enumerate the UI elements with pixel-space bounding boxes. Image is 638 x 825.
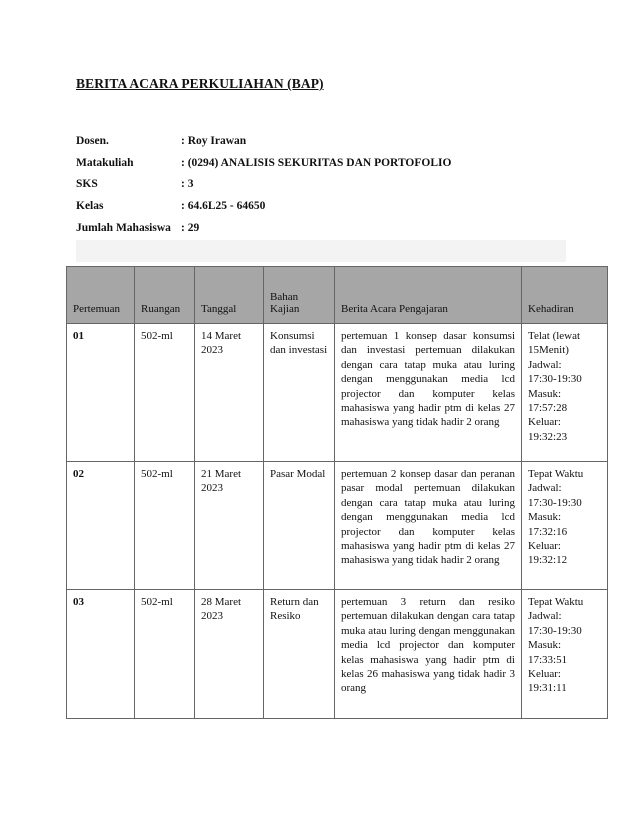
- kehadiran-masuk-label: Masuk:: [528, 639, 561, 652]
- info-row-sks: [76, 178, 451, 200]
- header-bahan-line2: Kajian: [270, 303, 300, 315]
- kehadiran-keluar-label: Keluar:: [528, 540, 561, 553]
- info-label: Kelas: [76, 200, 104, 213]
- info-label: Jumlah Mahasiswa: [76, 221, 171, 234]
- kehadiran-jadwal-label: Jadwal:: [528, 610, 562, 623]
- kehadiran-status: Telat (lewat 15Menit): [528, 330, 581, 357]
- cell-pertemuan: 03: [67, 590, 135, 719]
- table-row: [67, 462, 608, 590]
- info-value: : 3: [181, 178, 194, 191]
- cell-kehadiran: [522, 590, 608, 719]
- info-value: : Roy Irawan: [181, 135, 247, 147]
- table-row: [67, 324, 608, 462]
- kehadiran-status: Tepat Waktu: [528, 468, 584, 480]
- cell-kehadiran: [522, 324, 608, 462]
- kehadiran-jadwal: 17:30-19:30: [528, 624, 582, 637]
- cell-bahan: Return dan Resiko: [264, 590, 335, 719]
- cell-tanggal: 14 Maret 2023: [195, 324, 264, 462]
- kehadiran-keluar: 19:32:23: [528, 430, 568, 443]
- kehadiran-jadwal: 17:30-19:30: [528, 496, 582, 509]
- cell-ruangan: 502-ml: [135, 324, 195, 462]
- kehadiran-masuk-label: Masuk:: [528, 387, 561, 400]
- cell-berita: pertemuan 1 konsep dasar konsumsi dan investasi pertemuan dilakukan dengan cara tatap muka atau luring dengan menggunakan media lcd projector dan komputer kelas mahasiswa yang hadir ptm di kelas 27 mahasiswa yang tidak hadir 2 orang: [335, 324, 522, 462]
- shaded-band: [76, 240, 566, 262]
- kehadiran-keluar: 19:31:11: [528, 682, 567, 695]
- cell-ruangan: 502-ml: [135, 462, 195, 590]
- cell-berita: pertemuan 2 konsep dasar dan peranan pasar modal pertemuan dilakukan dengan cara tatap muka atau luring dengan menggunakan media lcd projector dan komputer kelas mahasiswa yang hadir ptm di kelas 27 mahasiswa yang tidak hadir 2 orang: [335, 462, 522, 590]
- document-title: BERITA ACARA PERKULIAHAN (BAP): [76, 76, 324, 91]
- bap-table: [66, 266, 608, 719]
- info-row-kelas: [76, 200, 451, 222]
- kehadiran-masuk: 17:57:28: [528, 402, 568, 415]
- cell-pertemuan: 01: [67, 324, 135, 462]
- kehadiran-masuk-label: Masuk:: [528, 511, 561, 524]
- header-pertemuan: Pertemuan: [67, 267, 135, 324]
- cell-ruangan: 502-ml: [135, 590, 195, 719]
- info-label: Matakuliah: [76, 156, 134, 169]
- cell-pertemuan: 02: [67, 462, 135, 590]
- info-label: Dosen.: [76, 135, 109, 147]
- info-value: : 29: [181, 221, 200, 234]
- table-header-row: [67, 267, 608, 324]
- cell-kehadiran: [522, 462, 608, 590]
- header-tanggal: Tanggal: [195, 267, 264, 324]
- info-value: : (0294) ANALISIS SEKURITAS DAN PORTOFOLIO: [181, 156, 452, 169]
- cell-tanggal: 21 Maret 2023: [195, 462, 264, 590]
- kehadiran-jadwal-label: Jadwal:: [528, 358, 562, 371]
- info-row-dosen: [76, 135, 451, 157]
- kehadiran-keluar-label: Keluar:: [528, 668, 561, 681]
- cell-bahan: Konsumsi dan investasi: [264, 324, 335, 462]
- kehadiran-jadwal-label: Jadwal:: [528, 482, 562, 495]
- header-bahan-kajian: [264, 267, 335, 324]
- header-kehadiran: Kehadiran: [522, 267, 608, 324]
- kehadiran-masuk: 17:33:51: [528, 653, 568, 666]
- kehadiran-keluar-label: Keluar:: [528, 416, 561, 429]
- header-berita-acara: Berita Acara Pengajaran: [335, 267, 522, 324]
- info-label: SKS: [76, 178, 98, 191]
- info-row-matakuliah: [76, 157, 451, 179]
- cell-berita: pertemuan 3 return dan resiko pertemuan dilakukan dengan cara tatap muka atau luring dengan menggunakan media lcd projector dan komputer kelas mahasiswa yang hadir ptm di kelas 26 mahasiswa yang tidak hadir 3 orang: [335, 590, 522, 719]
- info-value: : 64.6L25 - 64650: [181, 200, 266, 213]
- course-info: [76, 135, 451, 243]
- table-row: [67, 590, 608, 719]
- kehadiran-masuk: 17:32:16: [528, 525, 568, 538]
- kehadiran-jadwal: 17:30-19:30: [528, 373, 582, 386]
- kehadiran-keluar: 19:32:12: [528, 554, 568, 567]
- cell-tanggal: 28 Maret 2023: [195, 590, 264, 719]
- header-bahan-line1: Bahan: [270, 291, 299, 303]
- kehadiran-status: Tepat Waktu: [528, 596, 584, 608]
- cell-bahan: Pasar Modal: [264, 462, 335, 590]
- header-ruangan: Ruangan: [135, 267, 195, 324]
